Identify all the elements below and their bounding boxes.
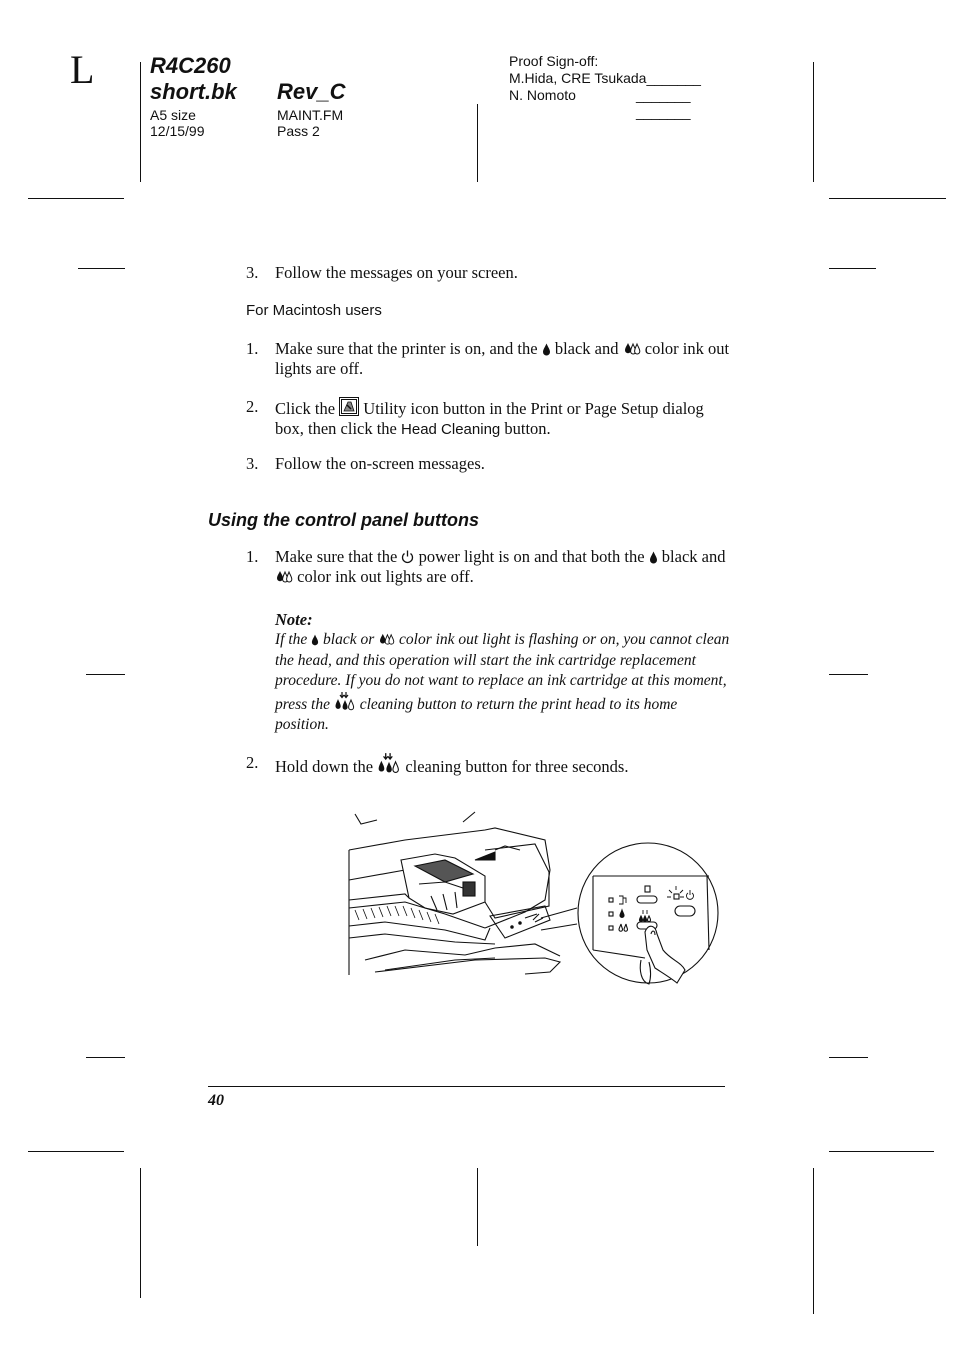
step-text <box>275 547 730 587</box>
text-run: black and <box>554 339 619 358</box>
doc-title-line2: short.bk <box>150 79 237 104</box>
page-size: A5 size <box>150 107 196 123</box>
text-run: power light is on and that both the <box>418 547 645 566</box>
corner-letter: L <box>70 47 95 92</box>
crop-mark <box>86 674 125 675</box>
text-run: color ink out lights are off. <box>297 567 474 586</box>
crop-mark <box>829 1151 934 1152</box>
subheading-macintosh: For Macintosh users <box>246 302 382 319</box>
proof-line2-blank: _______ <box>636 87 691 103</box>
proof-line1: M.Hida, CRE Tsukada_______ <box>509 70 701 86</box>
proof-line3-blank: _______ <box>636 104 691 120</box>
step-text <box>275 339 730 379</box>
step-text: Follow the on-screen messages. <box>275 454 485 473</box>
revision: Rev_C <box>277 79 346 104</box>
black-ink-drop-icon <box>311 634 319 646</box>
step-number: 2. <box>246 397 259 416</box>
text-run: black or <box>323 631 375 648</box>
crop-mark <box>28 198 124 199</box>
printer-illustration <box>345 810 725 988</box>
text-run: color ink out light is flashing or on, you cannot clean the head, and this operation will start the ink cartridge replacement procedure. If you do not want to replace an ink cartridge at this moment, press the <box>275 631 730 713</box>
file-name: MAINT.FM <box>277 107 344 123</box>
pass: Pass 2 <box>277 123 320 139</box>
step-number: 2. <box>246 753 259 772</box>
power-icon <box>401 550 414 564</box>
utility-icon <box>339 397 359 416</box>
text-run: Make sure that the printer is on, and the <box>275 339 538 358</box>
text-run: Make sure that the <box>275 547 398 566</box>
text-run: Hold down the <box>275 757 374 776</box>
ui-term: Head Cleaning <box>401 421 501 438</box>
note-text <box>275 630 730 736</box>
color-ink-drops-icon <box>378 633 395 646</box>
step-text: Follow the messages on your screen. <box>275 263 518 282</box>
text-run: black and <box>661 547 726 566</box>
step-text <box>275 753 730 777</box>
text-run: Utility icon button in the Print or Page Setup dialog box, then click the <box>275 399 704 438</box>
crop-mark <box>813 62 814 182</box>
crop-mark <box>477 1168 478 1246</box>
step-number: 3. <box>246 263 259 282</box>
crop-mark <box>28 1151 124 1152</box>
crop-mark <box>829 674 868 675</box>
proof-label: Proof Sign-off: <box>509 53 599 69</box>
step-text <box>275 397 730 440</box>
proof-line2-name: N. Nomoto <box>509 87 576 103</box>
page-number: 40 <box>208 1092 224 1109</box>
step-number: 1. <box>246 339 259 358</box>
text-run: button. <box>504 419 551 438</box>
color-ink-drops-icon <box>275 570 293 584</box>
black-ink-drop-icon <box>649 551 658 564</box>
text-run: If the <box>275 631 308 648</box>
doc-title-line1: R4C260 <box>150 53 231 78</box>
text-run: color ink out lights are off. <box>275 339 730 378</box>
cleaning-icon <box>377 753 401 775</box>
step-number: 1. <box>246 547 259 566</box>
section-heading: Using the control panel buttons <box>208 510 479 530</box>
doc-date: 12/15/99 <box>150 123 205 139</box>
cleaning-icon <box>334 692 356 712</box>
step-number: 3. <box>246 454 259 473</box>
crop-mark <box>140 62 141 182</box>
note-label: Note: <box>275 610 313 629</box>
text-run: Click the <box>275 399 336 418</box>
crop-mark <box>829 268 876 269</box>
color-ink-drops-icon <box>623 342 641 356</box>
crop-mark <box>477 104 478 182</box>
crop-mark <box>86 1057 125 1058</box>
crop-mark <box>829 1057 868 1058</box>
footer-rule <box>208 1086 725 1087</box>
text-run: cleaning button to return the print head to its home position. <box>275 695 678 733</box>
black-ink-drop-icon <box>542 343 551 356</box>
crop-mark <box>813 1168 814 1314</box>
crop-mark <box>78 268 125 269</box>
crop-mark <box>829 198 946 199</box>
text-run: cleaning button for three seconds. <box>405 757 629 776</box>
crop-mark <box>140 1168 141 1298</box>
